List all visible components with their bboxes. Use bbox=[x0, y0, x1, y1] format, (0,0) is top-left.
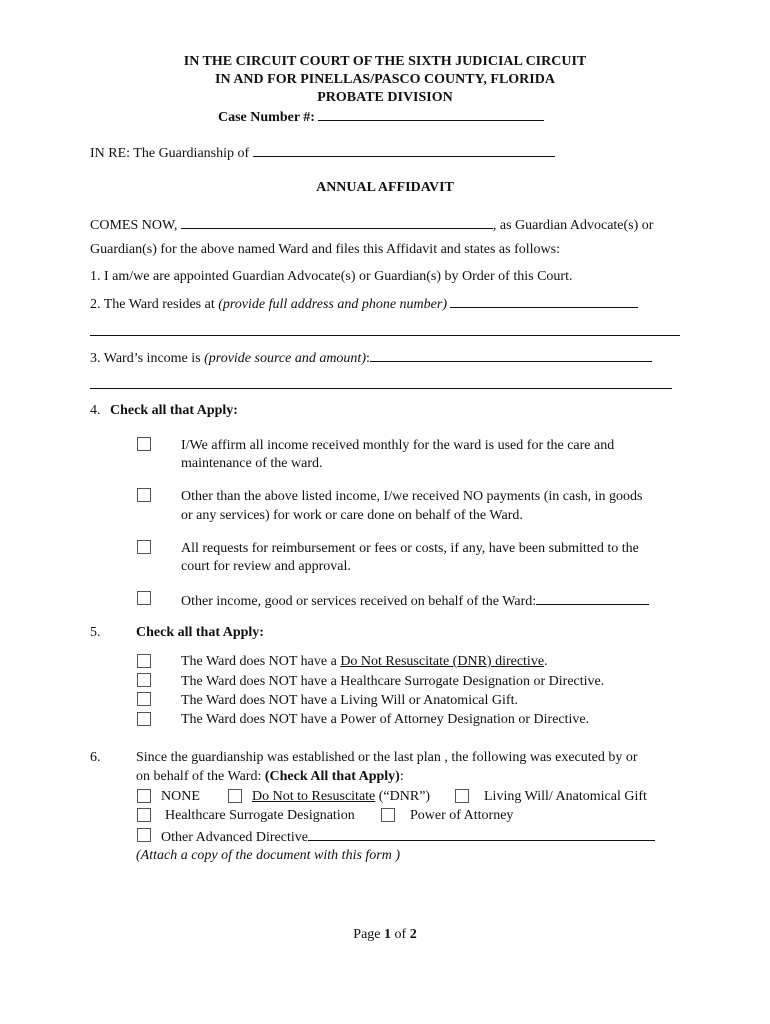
section-6-number: 6. bbox=[90, 750, 101, 765]
none-label: NONE bbox=[161, 789, 200, 804]
power-of-attorney-executed-label: Power of Attorney bbox=[410, 808, 514, 823]
no-dnr-checkbox[interactable] bbox=[137, 654, 151, 668]
other-income-field[interactable] bbox=[536, 591, 649, 605]
guardian-advocate-label: , as Guardian Advocate(s) or bbox=[492, 218, 654, 233]
item-3-label: 3. Ward’s income is bbox=[90, 351, 205, 366]
ward-name-field[interactable] bbox=[253, 143, 555, 157]
no-living-will-checkbox[interactable] bbox=[137, 692, 151, 706]
no-payments-checkbox[interactable] bbox=[137, 488, 151, 502]
dnr-executed-row bbox=[252, 788, 430, 806]
option-4d-row bbox=[181, 591, 649, 611]
other-directive-field[interactable] bbox=[308, 827, 655, 841]
in-re-label: IN RE: The Guardianship of bbox=[90, 146, 250, 161]
item-1-text: 1. I am/we are appointed Guardian Advocate(s) or Guardian(s) by Order of this Court. bbox=[90, 269, 573, 284]
case-number-row bbox=[218, 107, 544, 127]
section-4-number: 4. bbox=[90, 403, 101, 418]
no-dnr-row bbox=[181, 653, 548, 671]
other-income-checkbox[interactable] bbox=[137, 591, 151, 605]
document-title: ANNUAL AFFIDAVIT bbox=[316, 180, 454, 195]
court-heading-line2: IN AND FOR PINELLAS/PASCO COUNTY, FLORIDA bbox=[215, 72, 555, 87]
no-healthcare-surrogate-label: The Ward does NOT have a Healthcare Surrogate Designation or Directive. bbox=[181, 674, 605, 689]
none-checkbox[interactable] bbox=[137, 789, 151, 803]
option-4a-line2: maintenance of the ward. bbox=[181, 456, 323, 471]
court-heading-line1: IN THE CIRCUIT COURT OF THE SIXTH JUDICIAL CIRCUIT bbox=[183, 54, 587, 69]
item-2-label: 2. The Ward resides at bbox=[90, 297, 219, 312]
intro-line1 bbox=[90, 215, 653, 235]
page-of-label: of bbox=[391, 927, 410, 942]
ward-income-field-line2[interactable] bbox=[90, 388, 672, 389]
guardian-name-field[interactable] bbox=[181, 215, 493, 229]
comes-now-label: COMES NOW, bbox=[90, 218, 178, 233]
section-5-title: Check all that Apply: bbox=[136, 625, 264, 640]
option-4b-line2: or any services) for work or care done on behalf of the Ward. bbox=[181, 508, 523, 523]
section-6-colon: : bbox=[399, 769, 404, 784]
ward-address-field[interactable] bbox=[450, 294, 638, 308]
item-2-instruction: (provide full address and phone number) bbox=[218, 297, 447, 312]
dnr-executed-suffix: (“DNR”) bbox=[375, 789, 431, 804]
other-directive-checkbox[interactable] bbox=[137, 828, 151, 842]
section-5-number: 5. bbox=[90, 625, 101, 640]
attach-note: (Attach a copy of the document with this form ) bbox=[136, 848, 401, 863]
other-directive-label: Other Advanced Directive bbox=[161, 830, 308, 845]
section-4-title: Check all that Apply: bbox=[110, 403, 238, 418]
other-directive-row bbox=[161, 827, 655, 847]
item-3-colon: : bbox=[365, 351, 370, 366]
page-total: 2 bbox=[409, 927, 417, 942]
option-4a-line1: I/We affirm all income received monthly for the ward is used for the care and bbox=[181, 438, 615, 453]
dnr-executed-link[interactable]: Do Not to Resuscitate bbox=[252, 789, 376, 804]
no-living-will-label: The Ward does NOT have a Living Will or Anatomical Gift. bbox=[181, 693, 518, 708]
no-dnr-prefix: The Ward does NOT have a bbox=[181, 654, 341, 669]
section-6-line2-prefix: on behalf of the Ward: bbox=[136, 769, 265, 784]
ward-income-field[interactable] bbox=[370, 348, 652, 362]
section-6-check-all: (Check All that Apply) bbox=[264, 769, 400, 784]
no-dnr-suffix: . bbox=[544, 654, 548, 669]
healthcare-surrogate-executed-label: Healthcare Surrogate Designation bbox=[165, 808, 355, 823]
in-re-row bbox=[90, 143, 555, 163]
case-number-field[interactable] bbox=[318, 107, 544, 121]
court-heading-line3: PROBATE DIVISION bbox=[317, 90, 453, 105]
option-4c-line1: All requests for reimbursement or fees or costs, if any, have been submitted to the bbox=[181, 541, 639, 556]
section-4-heading bbox=[90, 402, 238, 420]
item-2-row bbox=[90, 294, 638, 314]
option-4b-line1: Other than the above listed income, I/we received NO payments (in cash, in goods bbox=[181, 489, 643, 504]
section-6-line2 bbox=[136, 768, 404, 786]
page-indicator bbox=[0, 926, 770, 944]
case-number-label: Case Number #: bbox=[218, 110, 315, 125]
no-power-of-attorney-label: The Ward does NOT have a Power of Attorney Designation or Directive. bbox=[181, 712, 590, 727]
power-of-attorney-executed-checkbox[interactable] bbox=[381, 808, 395, 822]
ward-address-field-line2[interactable] bbox=[90, 335, 680, 336]
item-3-instruction: (provide source and amount) bbox=[204, 351, 366, 366]
living-will-executed-checkbox[interactable] bbox=[455, 789, 469, 803]
page-current: 1 bbox=[384, 927, 392, 942]
option-4d-label: Other income, good or services received on behalf of the Ward: bbox=[181, 594, 537, 609]
section-6-line1: Since the guardianship was established or the last plan , the following was executed by or bbox=[136, 750, 638, 765]
page-label: Page bbox=[353, 927, 385, 942]
no-power-of-attorney-checkbox[interactable] bbox=[137, 712, 151, 726]
dnr-executed-checkbox[interactable] bbox=[228, 789, 242, 803]
living-will-executed-label: Living Will/ Anatomical Gift bbox=[484, 789, 647, 804]
intro-line2: Guardian(s) for the above named Ward and files this Affidavit and states as follows: bbox=[90, 242, 560, 257]
option-4c-line2: court for review and approval. bbox=[181, 559, 351, 574]
no-healthcare-surrogate-checkbox[interactable] bbox=[137, 673, 151, 687]
income-used-for-care-checkbox[interactable] bbox=[137, 437, 151, 451]
healthcare-surrogate-executed-checkbox[interactable] bbox=[137, 808, 151, 822]
reimbursement-submitted-checkbox[interactable] bbox=[137, 540, 151, 554]
item-3-row bbox=[90, 348, 652, 368]
dnr-directive-link[interactable]: Do Not Resuscitate (DNR) directive bbox=[340, 654, 545, 669]
